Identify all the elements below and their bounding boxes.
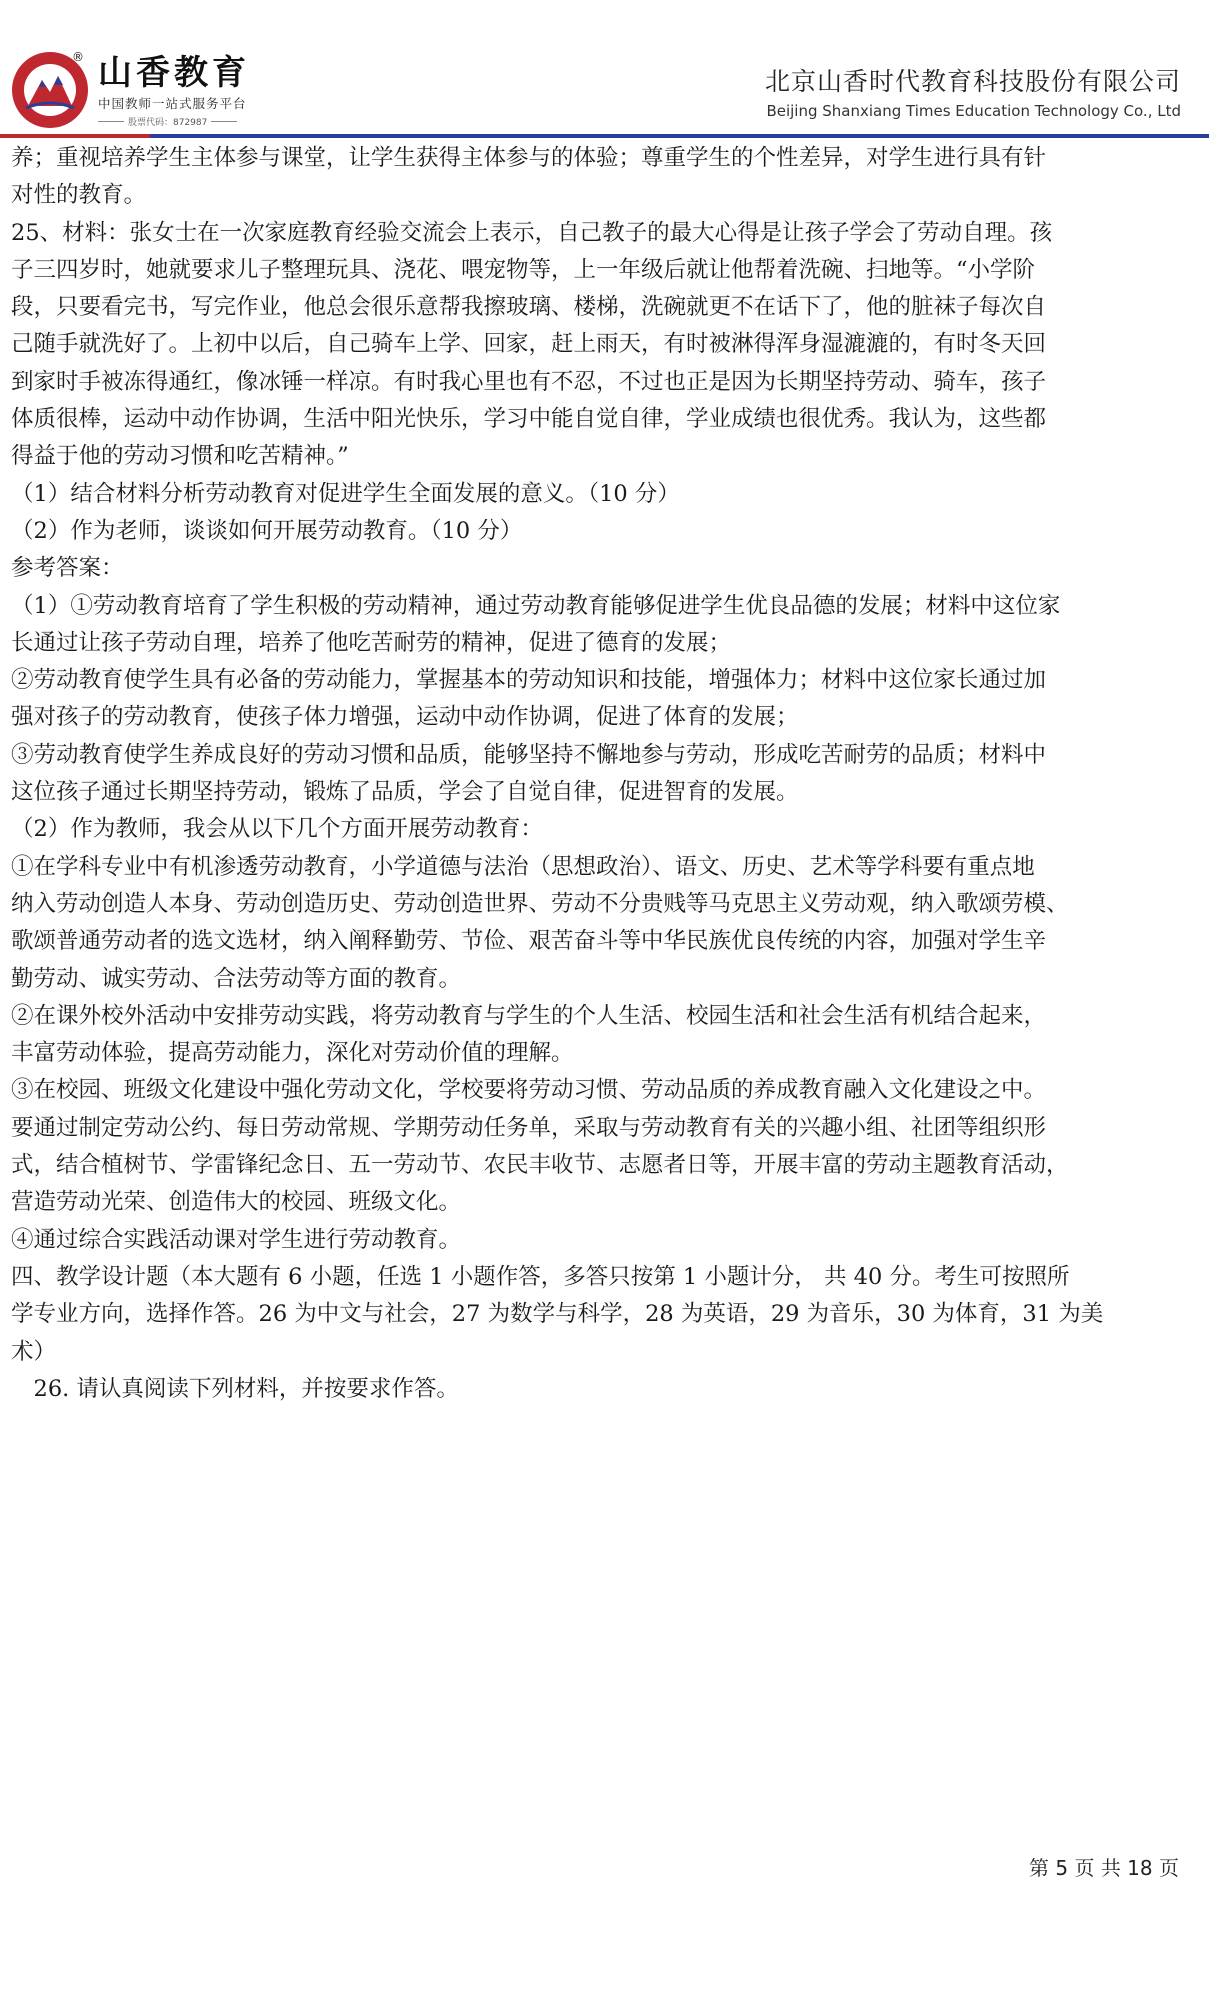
text-line: 要通过制定劳动公约、每日劳动常规、学期劳动任务单，采取与劳动教育有关的兴趣小组、社团等组织形 bbox=[11, 1114, 1047, 1141]
text-line: ③劳动教育使学生养成良好的劳动习惯和品质，能够坚持不懈地参与劳动，形成吃苦耐劳的品质；材料中 bbox=[11, 741, 1047, 768]
divider-line bbox=[98, 121, 124, 122]
text-line: 歌颂普通劳动者的选文选材，纳入阐释勤劳、节俭、艰苦奋斗等中华民族优良传统的内容，加强对学生辛 bbox=[11, 928, 1047, 955]
company-name-en: Beijing Shanxiang Times Education Technology Co., Ltd bbox=[766, 102, 1181, 120]
text-line: ②在课外校外活动中安排劳动实践，将劳动教育与学生的个人生活、校园生活和社会生活有机结合起来， bbox=[11, 1002, 1047, 1029]
text-line: ①在学科专业中有机渗透劳动教育，小学道德与法治（思想政治）、语文、历史、艺术等学科要有重点地 bbox=[11, 853, 1035, 880]
text-line: （2）作为教师，我会从以下几个方面开展劳动教育： bbox=[11, 816, 543, 843]
text-line: 到家时手被冻得通红，像冰锤一样凉。有时我心里也有不忍，不过也正是因为长期坚持劳动、骑车，孩子 bbox=[11, 368, 1047, 395]
text-line: 己随手就洗好了。上初中以后，自己骑车上学、回家，赶上雨天，有时被淋得浑身湿漉漉的，有时冬天回 bbox=[11, 331, 1047, 358]
text-line: 养；重视培养学生主体参与课堂，让学生获得主体参与的体验；尊重学生的个性差异，对学生进行具有针 bbox=[11, 145, 1047, 171]
text-line: 式，结合植树节、学雷锋纪念日、五一劳动节、农民丰收节、志愿者日等，开展丰富的劳动主题教育活动， bbox=[11, 1152, 1069, 1179]
text-line: 段，只要看完书，写完作业，他总会很乐意帮我擦玻璃、楼梯，洗碗就更不在话下了，他的脏袜子每次自 bbox=[11, 294, 1047, 321]
question-25-part-2: （2）作为老师，谈谈如何开展劳动教育。（10 分） bbox=[11, 517, 523, 544]
text-line: 强对孩子的劳动教育，使孩子体力增强，运动中动作协调，促进了体育的发展； bbox=[11, 704, 799, 731]
text-line: 这位孩子通过长期坚持劳动，锻炼了品质，学会了自觉自律，促进智育的发展。 bbox=[11, 779, 799, 806]
logo-text bbox=[98, 54, 288, 128]
stock-code-text: 股票代码：872987 bbox=[128, 118, 208, 128]
text-line: ④通过综合实践活动课对学生进行劳动教育。 bbox=[11, 1226, 462, 1253]
logo-tagline: 中国教师一站式服务平台 bbox=[98, 96, 247, 111]
text-line: 纳入劳动创造人本身、劳动创造历史、劳动创造世界、劳动不分贵贱等马克思主义劳动观，纳入歌颂劳模、 bbox=[11, 890, 1069, 917]
text-line: 对性的教育。 bbox=[11, 182, 147, 209]
header-rule-red bbox=[0, 134, 150, 138]
text-line: 子三四岁时，她就要求儿子整理玩具、浇花、喂宠物等，上一年级后就让他帮着洗碗、扫地等。“小学阶 bbox=[11, 256, 1036, 283]
logo-name: 山香教育 bbox=[98, 53, 250, 93]
header-rule-blue bbox=[150, 134, 1209, 138]
section-4-heading: 四、教学设计题（本大题有 6 小题，任选 1 小题作答，多答只按第 1 小题计分， 共 40 分。考生可按照所 bbox=[11, 1263, 1070, 1290]
answer-heading: 参考答案： bbox=[11, 555, 124, 582]
question-25-material: 25、材料：张女士在一次家庭教育经验交流会上表示，自己教子的最大心得是让孩子学会了劳动自理。孩 bbox=[11, 219, 1053, 246]
text-line: 术） bbox=[11, 1338, 57, 1365]
text-line: （1）①劳动教育培育了学生积极的劳动精神，通过劳动教育能够促进学生优良品德的发展；材料中这位家 bbox=[11, 592, 1061, 619]
logo-stock-code bbox=[98, 115, 288, 128]
text-line: 体质很棒，运动中动作协调，生活中阳光快乐，学习中能自觉自律，学业成绩也很优秀。我认为，这些都 bbox=[11, 406, 1047, 433]
text-line: 长通过让孩子劳动自理，培养了他吃苦耐劳的精神，促进了德育的发展； bbox=[11, 629, 732, 656]
text-line: 得益于他的劳动习惯和吃苦精神。” bbox=[11, 443, 349, 470]
text-line: ②劳动教育使学生具有必备的劳动能力，掌握基本的劳动知识和技能，增强体力；材料中这位家长通过加 bbox=[11, 667, 1047, 694]
company-name bbox=[765, 66, 1181, 120]
divider-line bbox=[211, 121, 237, 122]
page-header bbox=[0, 0, 1209, 140]
text-line: 勤劳动、诚实劳动、合法劳动等方面的教育。 bbox=[11, 965, 462, 992]
registered-mark: ® bbox=[72, 50, 84, 64]
text-line: 学专业方向，选择作答。26 为中文与社会，27 为数学与科学，28 为英语，29 为音乐，30 为体育，31 为美 bbox=[11, 1301, 1104, 1328]
text-line: ③在校园、班级文化建设中强化劳动文化，学校要将劳动习惯、劳动品质的养成教育融入文化建设之中。 bbox=[11, 1077, 1047, 1104]
text-line: 丰富劳动体验，提高劳动能力，深化对劳动价值的理解。 bbox=[11, 1040, 574, 1067]
document-body bbox=[11, 140, 1187, 1408]
company-name-cn: 北京山香时代教育科技股份有限公司 bbox=[764, 67, 1181, 96]
page-number: 第 5 页 共 18 页 bbox=[1029, 1856, 1179, 1880]
text-line: 营造劳动光荣、创造伟大的校园、班级文化。 bbox=[11, 1189, 462, 1216]
question-25-part-1: （1）结合材料分析劳动教育对促进学生全面发展的意义。（10 分） bbox=[11, 480, 680, 507]
question-26: 26. 请认真阅读下列材料，并按要求作答。 bbox=[11, 1375, 459, 1402]
